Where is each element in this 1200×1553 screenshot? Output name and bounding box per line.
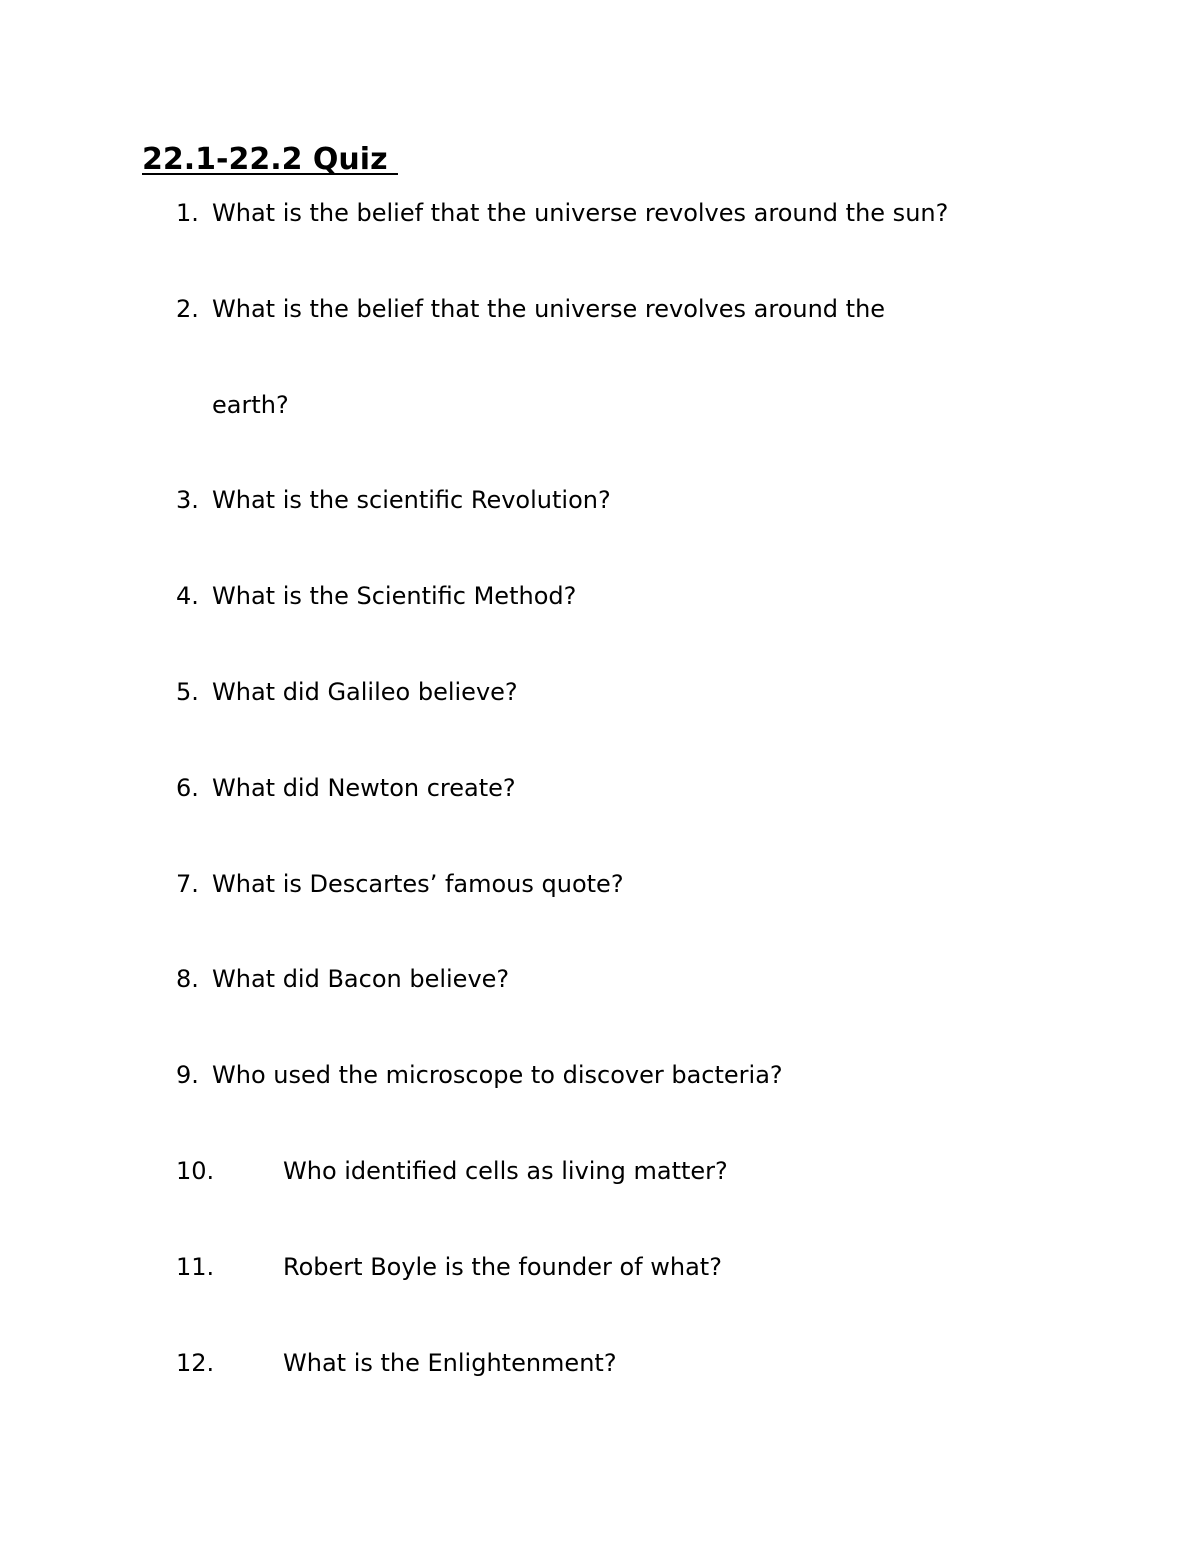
- question-text-continuation: earth?: [212, 391, 289, 419]
- question-text: What is the belief that the universe revolves around the: [212, 295, 886, 323]
- question-number: 8.: [176, 965, 199, 993]
- question-number: 10.: [176, 1157, 215, 1185]
- question-number: 6.: [176, 774, 199, 802]
- question-text: What did Bacon believe?: [212, 965, 510, 993]
- question-number: 2.: [176, 295, 199, 323]
- question-number: 3.: [176, 486, 199, 514]
- question-number: 4.: [176, 582, 199, 610]
- question-text: What is the belief that the universe revolves around the sun?: [212, 199, 949, 227]
- question-number: 1.: [176, 199, 199, 227]
- question-text: What is Descartes’ famous quote?: [212, 870, 624, 898]
- question-number: 9.: [176, 1061, 199, 1089]
- page-title: 22.1-22.2 Quiz: [142, 142, 398, 177]
- question-number: 11.: [176, 1253, 215, 1281]
- question-text: What is the scientific Revolution?: [212, 486, 611, 514]
- question-number: 12.: [176, 1349, 215, 1377]
- question-text: Who used the microscope to discover bacteria?: [212, 1061, 783, 1089]
- question-text: Robert Boyle is the founder of what?: [283, 1253, 722, 1281]
- question-text: What did Newton create?: [212, 774, 516, 802]
- question-number: 7.: [176, 870, 199, 898]
- question-number: 5.: [176, 678, 199, 706]
- question-text: What is the Scientific Method?: [212, 582, 577, 610]
- question-text: What is the Enlightenment?: [283, 1349, 617, 1377]
- question-text: Who identified cells as living matter?: [283, 1157, 728, 1185]
- question-text: What did Galileo believe?: [212, 678, 518, 706]
